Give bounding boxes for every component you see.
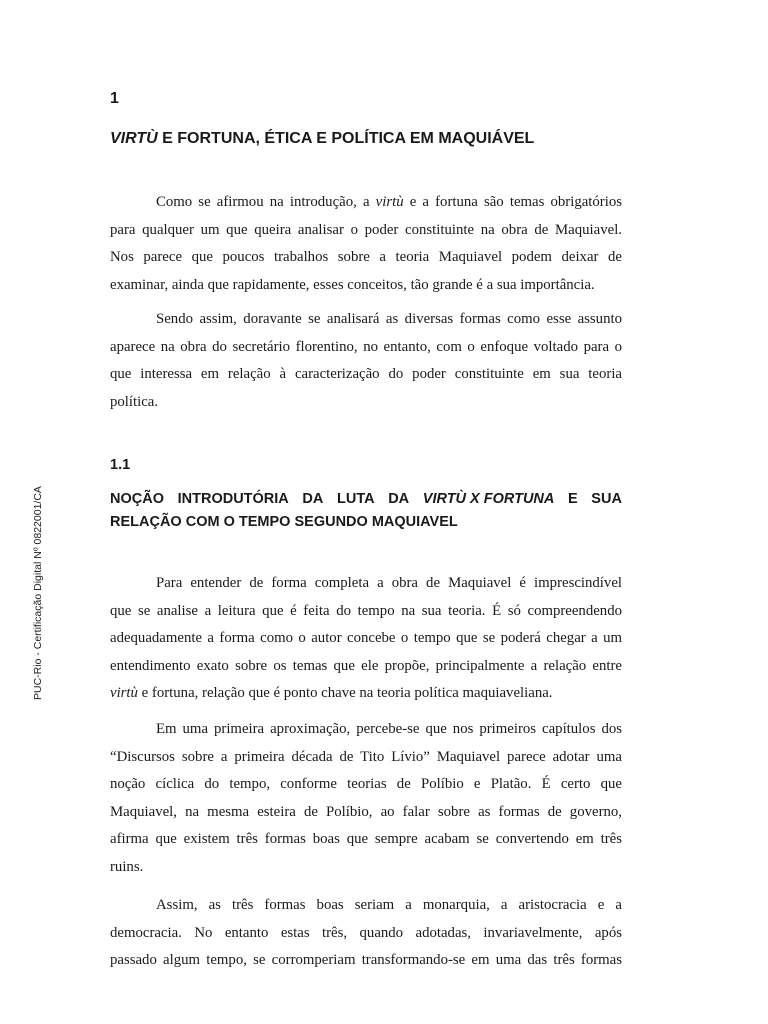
text-line: Em uma primeira aproximação, percebe-se que nos primeiros capítulos dos: [156, 721, 622, 737]
text-line: afirma que existem três formas boas que sempre acabam se convertendo em três: [110, 831, 622, 848]
text-line: aparece na obra do secretário florentino, no entanto, com o enfoque voltado para o: [110, 338, 622, 355]
chapter-number: 1: [110, 90, 119, 107]
section-title-line-2: RELAÇÃO COM O TEMPO SEGUNDO MAQUIAVEL: [110, 514, 458, 530]
text-line: ruins.: [110, 858, 144, 875]
certification-stamp: PUC-Rio - Certificação Digital Nº 0822001/CA: [32, 486, 44, 700]
text-line: Assim, as três formas boas seriam a monarquia, a aristocracia e a: [156, 897, 622, 913]
intro-paragraph-1: [110, 189, 622, 299]
chapter-title-italic: VIRTÙ: [110, 130, 158, 147]
section-paragraph-2: [110, 716, 622, 882]
text-line: examinar, ainda que rapidamente, esses conceitos, tão grande é a sua importância.: [110, 276, 595, 293]
text-line: passado algum tempo, se corromperiam transformando-se em uma das três formas: [110, 952, 622, 969]
text-line: virtù e fortuna, relação que é ponto chave na teoria política maquiaveliana.: [110, 685, 553, 702]
text-line: Para entender de forma completa a obra de Maquiavel é imprescindível: [156, 575, 622, 591]
section-paragraph-1: [110, 570, 622, 708]
text-line: para qualquer um que queira analisar o poder constituinte na obra de Maquiavel.: [110, 221, 622, 238]
text-line: Maquiavel, na mesma esteira de Políbio, ao falar sobre as formas de governo,: [110, 803, 622, 820]
text-line: noção cíclica do tempo, conforme teorias de Políbio e Platão. É certo que: [110, 776, 622, 793]
text-line: democracia. No entanto estas três, quando adotadas, invariavelmente, após: [110, 924, 622, 941]
text-line: entendimento exato sobre os temas que ele propõe, principalmente a relação entre: [110, 657, 622, 674]
text-line: adequadamente a forma como o autor concebe o tempo que se poderá chegar a um: [110, 630, 622, 647]
section-number: 1.1: [110, 457, 131, 473]
text-line: Sendo assim, doravante se analisará as diversas formas como esse assunto: [156, 311, 622, 327]
chapter-title-rest: E FORTUNA, ÉTICA E POLÍTICA EM MAQUIÁVEL: [157, 130, 535, 147]
text-line: Nos parece que poucos trabalhos sobre a teoria Maquiavel podem deixar de: [110, 249, 622, 266]
text-line: política.: [110, 393, 159, 410]
intro-paragraph-2: [110, 306, 622, 416]
text-line: “Discursos sobre a primeira década de Tito Lívio” Maquiavel parece adotar uma: [110, 748, 622, 765]
text-line: Como se afirmou na introdução, a virtù e a fortuna são temas obrigatórios: [156, 194, 622, 210]
section-title: NOÇÃO INTRODUTÓRIA DA LUTA DA VIRTÙ X FORTUNA E SUA RELAÇÃO COM O TEMPO SEGUNDO MAQUIAVEL: [110, 488, 622, 534]
chapter-title: [110, 130, 630, 148]
text-line: que interessa em relação à caracterização do poder constituinte em sua teoria: [110, 366, 622, 383]
section-paragraph-3: [110, 892, 622, 975]
text-line: que se analise a leitura que é feita do tempo na sua teoria. É só compreendendo: [110, 602, 622, 619]
